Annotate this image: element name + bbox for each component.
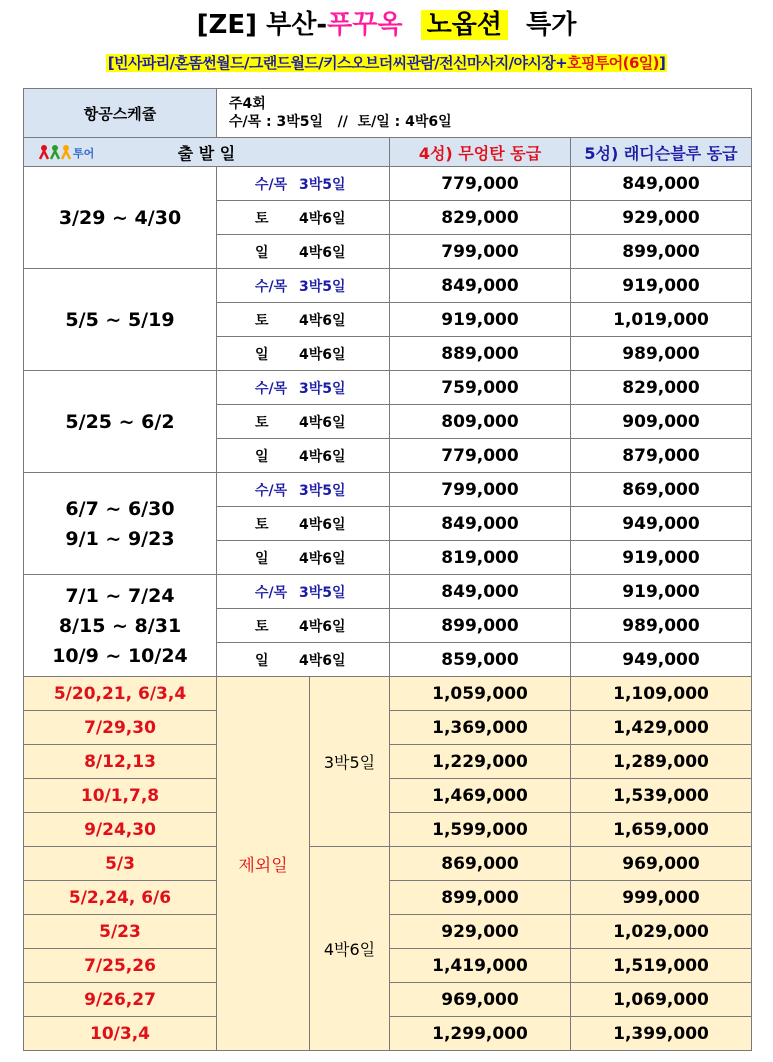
price-4star: 1,369,000: [390, 711, 571, 745]
trip-duration: 4박6일: [299, 550, 346, 567]
subtitle-end: ]: [658, 54, 666, 72]
excluded-duration: 3박5일: [310, 677, 390, 847]
subtitle: [0, 52, 773, 73]
subtitle-red: 호핑투어(6일): [567, 54, 659, 72]
trip-duration: 3박5일: [299, 380, 346, 397]
trip-duration: 4박6일: [299, 448, 346, 465]
subtitle-highlight: [106, 54, 667, 72]
price-5star: 1,019,000: [571, 303, 752, 337]
price-5star: 1,399,000: [571, 1017, 752, 1051]
excluded-date: 9/26,27: [24, 983, 217, 1017]
period-date: 6/7 ~ 6/30: [65, 497, 175, 520]
price-4star: 829,000: [390, 201, 571, 235]
day-name: 수/목: [255, 176, 288, 193]
price-5star: 879,000: [571, 439, 752, 473]
departure-day: [217, 439, 390, 473]
period-dates: [24, 575, 217, 677]
departure-day: [217, 405, 390, 439]
schedule-label: 항공스케쥴: [24, 89, 217, 138]
price-5star: 1,429,000: [571, 711, 752, 745]
departure-day: [217, 541, 390, 575]
subtitle-main: [빈사파리/혼똠썬월드/그랜드월드/키스오브더씨관람/전신마사지/야시장+: [107, 54, 568, 72]
trip-duration: 4박6일: [299, 618, 346, 635]
price-5star: 949,000: [571, 507, 752, 541]
price-5star: 1,109,000: [571, 677, 752, 711]
price-4star: 1,229,000: [390, 745, 571, 779]
price-4star: 819,000: [390, 541, 571, 575]
price-4star: 809,000: [390, 405, 571, 439]
price-5star: 989,000: [571, 609, 752, 643]
title-highlight: 노옵션: [421, 10, 508, 40]
departure-day: [217, 201, 390, 235]
trip-duration: 4박6일: [299, 516, 346, 533]
price-4star: 759,000: [390, 371, 571, 405]
price-4star: 779,000: [390, 439, 571, 473]
trip-duration: 3박5일: [299, 482, 346, 499]
schedule-line2: 수/목 : 3박5일 // 토/일 : 4박6일: [229, 114, 452, 130]
price-4star: 929,000: [390, 915, 571, 949]
price-4star: 1,059,000: [390, 677, 571, 711]
price-5star: 919,000: [571, 269, 752, 303]
departure-day: [217, 167, 390, 201]
price-4star: 969,000: [390, 983, 571, 1017]
trip-duration: 4박6일: [299, 244, 346, 261]
price-table: [23, 88, 752, 1051]
price-row: [24, 371, 752, 405]
price-row: [24, 575, 752, 609]
excluded-date: 5/23: [24, 915, 217, 949]
departure-day: [217, 235, 390, 269]
day-name: 토: [255, 210, 269, 227]
price-5star: 999,000: [571, 881, 752, 915]
price-4star: 869,000: [390, 847, 571, 881]
trip-duration: 4박6일: [299, 312, 346, 329]
day-name: 수/목: [255, 482, 288, 499]
title-prefix: [ZE] 부산-: [196, 10, 328, 40]
price-4star: 889,000: [390, 337, 571, 371]
departure-day: [217, 303, 390, 337]
price-4star: 799,000: [390, 473, 571, 507]
trip-duration: 4박6일: [299, 210, 346, 227]
period-dates: [24, 269, 217, 371]
price-5star: 949,000: [571, 643, 752, 677]
price-5star: 849,000: [571, 167, 752, 201]
period-date: 9/1 ~ 9/23: [65, 527, 175, 550]
tour-logo-text: 투어: [73, 147, 95, 160]
departure-day: [217, 643, 390, 677]
day-name: 수/목: [255, 380, 288, 397]
period-dates: [24, 473, 217, 575]
trip-duration: 4박6일: [299, 414, 346, 431]
price-5star: 1,519,000: [571, 949, 752, 983]
price-4star: 849,000: [390, 507, 571, 541]
price-4star: 1,599,000: [390, 813, 571, 847]
departure-day: [217, 575, 390, 609]
price-5star: 929,000: [571, 201, 752, 235]
schedule-value: [217, 89, 752, 138]
excluded-date: 5/2,24, 6/6: [24, 881, 217, 915]
period-dates: [24, 371, 217, 473]
excluded-date: 5/3: [24, 847, 217, 881]
schedule-line1: 주4회: [229, 96, 266, 112]
trip-duration: 3박5일: [299, 176, 346, 193]
price-4star: 1,299,000: [390, 1017, 571, 1051]
price-4star: 779,000: [390, 167, 571, 201]
excluded-date: 7/25,26: [24, 949, 217, 983]
tour-logo: [38, 143, 100, 165]
day-name: 일: [255, 346, 269, 363]
day-name: 일: [255, 652, 269, 669]
excluded-date: 8/12,13: [24, 745, 217, 779]
tour-logo-icon: [38, 143, 100, 161]
price-4star: 849,000: [390, 269, 571, 303]
departure-day: [217, 609, 390, 643]
excluded-date: 10/1,7,8: [24, 779, 217, 813]
departure-day: [217, 337, 390, 371]
price-4star: 899,000: [390, 609, 571, 643]
day-name: 토: [255, 516, 269, 533]
period-dates: [24, 167, 217, 269]
departure-day: [217, 507, 390, 541]
header-departure-date: [24, 138, 390, 167]
excluded-date: 9/24,30: [24, 813, 217, 847]
price-5star: 899,000: [571, 235, 752, 269]
period-date: 8/15 ~ 8/31: [58, 614, 182, 637]
price-5star: 1,659,000: [571, 813, 752, 847]
title-destination: 푸꾸옥: [327, 10, 403, 40]
price-4star: 799,000: [390, 235, 571, 269]
price-5star: 1,539,000: [571, 779, 752, 813]
trip-duration: 4박6일: [299, 346, 346, 363]
price-5star: 969,000: [571, 847, 752, 881]
excluded-duration: 4박6일: [310, 847, 390, 1051]
excluded-date: 7/29,30: [24, 711, 217, 745]
period-date: 5/25 ~ 6/2: [65, 410, 175, 433]
price-5star: 829,000: [571, 371, 752, 405]
day-name: 일: [255, 448, 269, 465]
price-4star: 1,419,000: [390, 949, 571, 983]
price-5star: 909,000: [571, 405, 752, 439]
price-row: [24, 269, 752, 303]
price-4star: 859,000: [390, 643, 571, 677]
excluded-date: 5/20,21, 6/3,4: [24, 677, 217, 711]
trip-duration: 3박5일: [299, 584, 346, 601]
departure-day: [217, 269, 390, 303]
header-hotel5: 5성) 래디슨블루 동급: [571, 138, 752, 167]
schedule-row: [24, 89, 752, 138]
trip-duration: 4박6일: [299, 652, 346, 669]
excluded-row: [24, 677, 752, 711]
header-date-label: 출 발 일: [177, 143, 236, 163]
price-4star: 899,000: [390, 881, 571, 915]
price-row: [24, 167, 752, 201]
excluded-label: 제외일: [217, 677, 310, 1051]
price-5star: 919,000: [571, 541, 752, 575]
day-name: 토: [255, 312, 269, 329]
price-4star: 919,000: [390, 303, 571, 337]
price-5star: 1,029,000: [571, 915, 752, 949]
period-date: 3/29 ~ 4/30: [58, 206, 182, 229]
header-hotel4: 4성) 무엉탄 동급: [390, 138, 571, 167]
page-title: [0, 4, 773, 41]
trip-duration: 3박5일: [299, 278, 346, 295]
excluded-row: [24, 847, 752, 881]
day-name: 토: [255, 414, 269, 431]
day-name: 수/목: [255, 278, 288, 295]
price-row: [24, 473, 752, 507]
column-header-row: [24, 138, 752, 167]
title-suffix: 특가: [526, 10, 577, 40]
price-4star: 849,000: [390, 575, 571, 609]
day-name: 수/목: [255, 584, 288, 601]
price-5star: 1,069,000: [571, 983, 752, 1017]
day-name: 토: [255, 618, 269, 635]
period-date: 10/9 ~ 10/24: [52, 644, 188, 667]
period-date: 7/1 ~ 7/24: [65, 584, 175, 607]
departure-day: [217, 371, 390, 405]
price-4star: 1,469,000: [390, 779, 571, 813]
excluded-date: 10/3,4: [24, 1017, 217, 1051]
price-5star: 1,289,000: [571, 745, 752, 779]
departure-day: [217, 473, 390, 507]
price-5star: 989,000: [571, 337, 752, 371]
day-name: 일: [255, 550, 269, 567]
price-5star: 869,000: [571, 473, 752, 507]
price-5star: 919,000: [571, 575, 752, 609]
day-name: 일: [255, 244, 269, 261]
period-date: 5/5 ~ 5/19: [65, 308, 175, 331]
